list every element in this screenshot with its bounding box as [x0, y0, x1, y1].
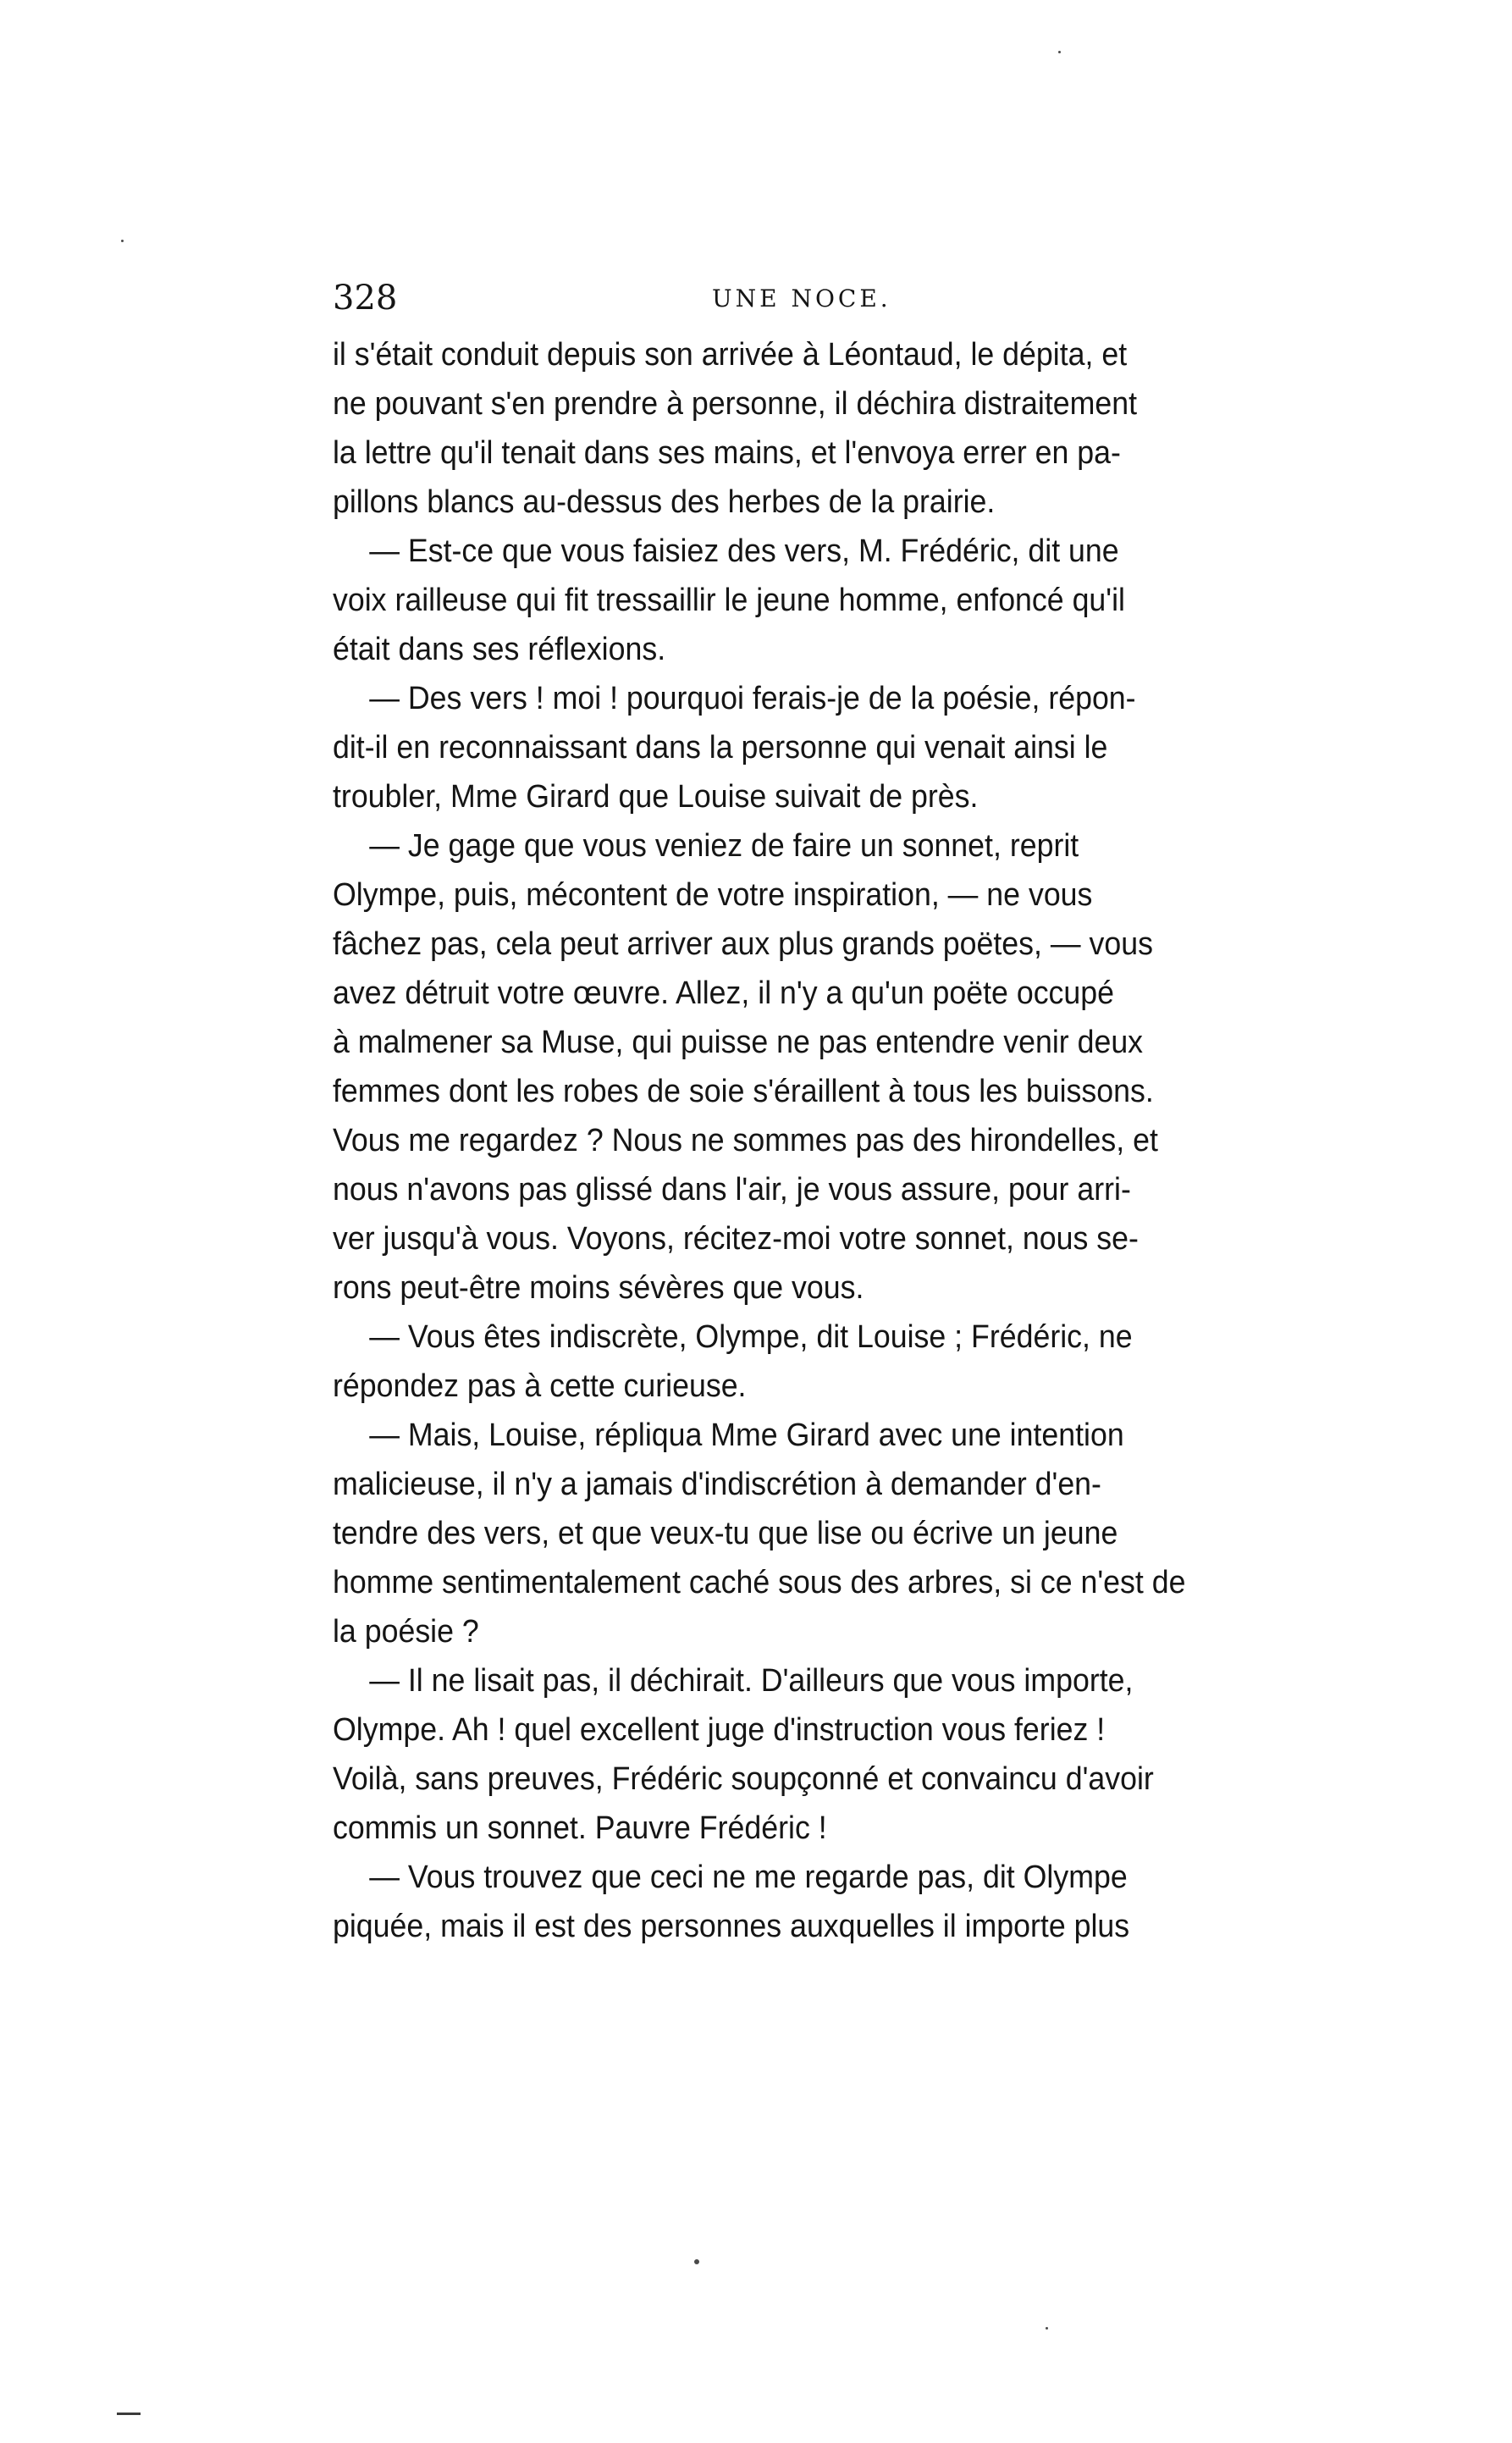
text-line: il s'était conduit depuis son arrivée à Léontaud, le dépita, et: [333, 337, 1128, 373]
text-line: à malmener sa Muse, qui puisse ne pas entendre venir deux: [333, 1025, 1144, 1060]
text-line: avez détruit votre œuvre. Allez, il n'y a qu'un poëte occupé: [333, 976, 1115, 1011]
text-line: Vous me regardez ? Nous ne sommes pas des hirondelles, et: [333, 1123, 1158, 1158]
text-line: fâchez pas, cela peut arriver aux plus grands poëtes, — vous: [333, 926, 1153, 962]
text-line: — Vous trouvez que ceci ne me regarde pas, dit Olympe: [369, 1860, 1128, 1895]
text-line: homme sentimentalement caché sous des arbres, si ce n'est de: [333, 1565, 1186, 1600]
body-text: [333, 330, 1255, 1951]
scan-speck: [1046, 2327, 1048, 2330]
text-line: Olympe, puis, mécontent de votre inspiration, — ne vous: [333, 877, 1093, 913]
scan-speck: [694, 2259, 699, 2264]
text-line: voix railleuse qui fit tressaillir le jeune homme, enfoncé qu'il: [333, 583, 1126, 618]
text-line: la lettre qu'il tenait dans ses mains, et l'envoya errer en pa-: [333, 435, 1121, 471]
text-line: la poésie ?: [333, 1614, 479, 1650]
text-line: — Des vers ! moi ! pourquoi ferais-je de la poésie, répon-: [369, 681, 1136, 716]
text-line: dit-il en reconnaissant dans la personne qui venait ainsi le: [333, 730, 1108, 766]
text-line: Voilà, sans preuves, Frédéric soupçonné et convaincu d'avoir: [333, 1761, 1154, 1797]
text-line: nous n'avons pas glissé dans l'air, je vous assure, pour arri-: [333, 1172, 1131, 1208]
page-header: [333, 277, 1264, 319]
scan-speck: [121, 240, 124, 242]
scan-mark: [117, 2413, 141, 2415]
text-line: — Est-ce que vous faisiez des vers, M. Frédéric, dit une: [369, 533, 1119, 569]
text-line: Olympe. Ah ! quel excellent juge d'instruction vous feriez !: [333, 1712, 1106, 1748]
text-line: tendre des vers, et que veux-tu que lise ou écrive un jeune: [333, 1516, 1118, 1551]
text-line: piquée, mais il est des personnes auxquelles il importe plus: [333, 1909, 1130, 1944]
scan-speck: [1058, 51, 1061, 53]
text-line: — Vous êtes indiscrète, Olympe, dit Louise ; Frédéric, ne: [369, 1319, 1133, 1355]
text-line: commis un sonnet. Pauvre Frédéric !: [333, 1810, 827, 1846]
text-line: ver jusqu'à vous. Voyons, récitez-moi votre sonnet, nous se-: [333, 1221, 1139, 1257]
text-line: malicieuse, il n'y a jamais d'indiscrétion à demander d'en-: [333, 1467, 1101, 1502]
text-line: femmes dont les robes de soie s'éraillent à tous les buissons.: [333, 1074, 1154, 1109]
text-line: pillons blancs au-dessus des herbes de la prairie.: [333, 484, 996, 520]
text-line: ne pouvant s'en prendre à personne, il déchira distraitement: [333, 386, 1138, 422]
text-line: répondez pas à cette curieuse.: [333, 1368, 747, 1404]
text-line: — Je gage que vous veniez de faire un sonnet, reprit: [369, 828, 1079, 864]
running-title: UNE NOCE.: [712, 285, 891, 312]
text-line: troubler, Mme Girard que Louise suivait de près.: [333, 779, 979, 815]
text-line: rons peut-être moins sévères que vous.: [333, 1270, 864, 1306]
text-line: était dans ses réflexions.: [333, 632, 666, 667]
text-line: — Mais, Louise, répliqua Mme Girard avec une intention: [369, 1418, 1124, 1453]
text-line: — Il ne lisait pas, il déchirait. D'ailleurs que vous importe,: [369, 1663, 1134, 1699]
page-number: 328: [333, 279, 398, 318]
